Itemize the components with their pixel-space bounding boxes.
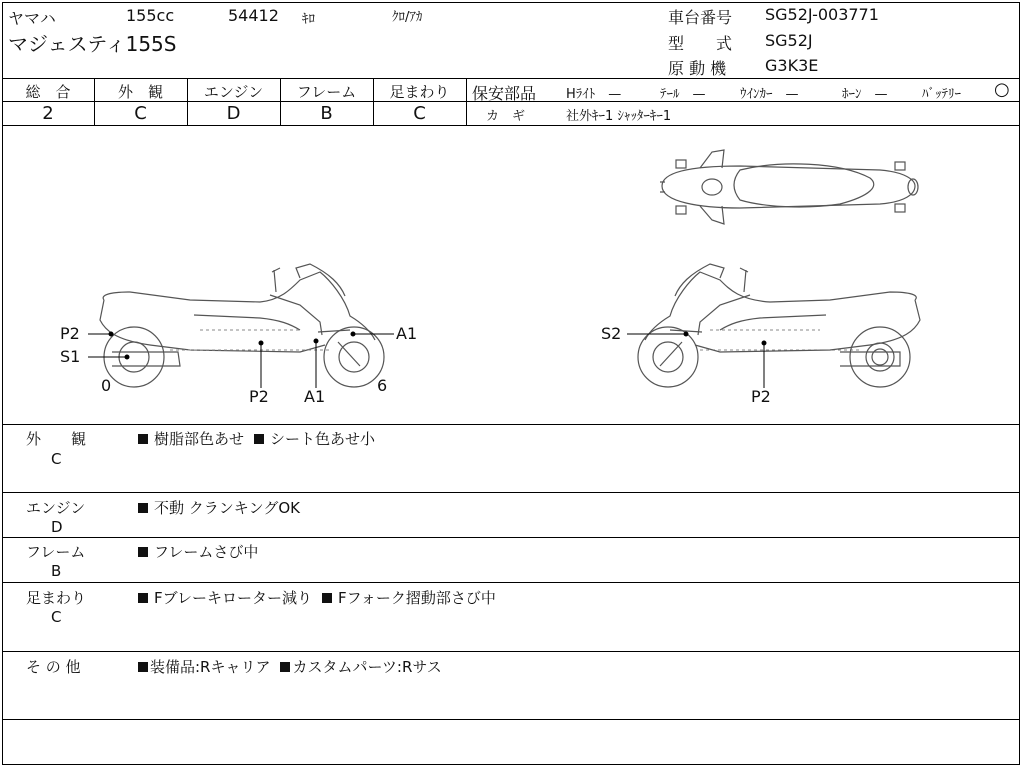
- grade-exterior-value: C: [134, 103, 147, 124]
- safety-headlight: Hﾗｲﾄ —: [566, 87, 622, 102]
- grade-suspension-label: 足まわり: [389, 83, 450, 101]
- engine-label: 原 動 機: [668, 59, 727, 78]
- label-a1-front: A1: [396, 324, 418, 343]
- battery-ok-mark: ○: [994, 79, 1010, 100]
- displacement: 155cc: [126, 6, 175, 25]
- mileage-unit: ｷﾛ: [302, 12, 315, 27]
- frame-no-label: 車台番号: [668, 8, 733, 27]
- remark-frame-grade: B: [51, 562, 62, 580]
- key-value: 社外ｷｰ1 ｼｬｯﾀｰｷｰ1: [566, 109, 672, 124]
- remark-engine-items: 不動 クランキングOK: [138, 497, 310, 518]
- label-six: 6: [377, 376, 388, 395]
- mileage: 54412: [228, 6, 279, 25]
- safety-label: 保安部品: [472, 84, 537, 103]
- label-p2-side: P2: [249, 387, 269, 406]
- remark-frame-items: フレームさび中: [138, 541, 268, 562]
- remark-exterior-category: 外 観: [26, 430, 87, 448]
- remark-engine-category: エンジン: [26, 499, 86, 517]
- remark-other-category: そ の 他: [26, 658, 81, 676]
- motorcycle-left-view: [100, 264, 384, 387]
- label-p2-front: P2: [60, 324, 80, 343]
- engine-code: G3K3E: [765, 56, 819, 75]
- remark-exterior-items: 樹脂部色あせ シート色あせ小: [138, 428, 385, 449]
- model-name: マジェスティ155S: [8, 32, 177, 56]
- label-p2-right: P2: [751, 387, 771, 406]
- grade-total-value: 2: [42, 103, 54, 124]
- remark-suspension-grade: C: [51, 608, 62, 626]
- grade-frame-label: フレーム: [296, 83, 357, 101]
- label-a1-side: A1: [304, 387, 326, 406]
- motorcycle-right-view: [638, 264, 920, 387]
- grade-engine-label: エンジン: [203, 83, 264, 101]
- safety-horn: ﾎｰﾝ —: [842, 87, 888, 102]
- frame-no: SG52J-003771: [765, 5, 879, 24]
- label-zero: 0: [101, 376, 112, 395]
- label-s2: S2: [601, 324, 622, 343]
- remark-engine-grade: D: [51, 518, 63, 536]
- remark-other-items: 装備品:Rキャリア カスタムパーツ:Rサス: [138, 656, 452, 677]
- maker: ヤマハ: [8, 9, 56, 28]
- grade-suspension-value: C: [413, 103, 426, 124]
- remark-suspension-category: 足まわり: [26, 589, 87, 607]
- remark-exterior-grade: C: [51, 450, 62, 468]
- motorcycle-top-view: [660, 150, 918, 224]
- safety-battery: ﾊﾞｯﾃﾘｰ: [922, 87, 961, 102]
- grade-engine-value: D: [226, 103, 241, 124]
- key-label: カ ギ: [486, 109, 526, 124]
- model-code-label: 型 式: [668, 34, 733, 53]
- safety-tail: ﾃｰﾙ —: [660, 87, 706, 102]
- grade-exterior-label: 外 観: [117, 83, 163, 101]
- model-code: SG52J: [765, 31, 813, 50]
- color: ｸﾛ/ｱｶ: [392, 10, 423, 25]
- grade-total-label: 総 合: [25, 83, 71, 101]
- remark-frame-category: フレーム: [26, 543, 86, 561]
- motorcycle-diagram: [0, 125, 1024, 425]
- grade-frame-value: B: [320, 103, 333, 124]
- safety-winker: ｳｲﾝｶｰ —: [740, 87, 799, 102]
- label-s1: S1: [60, 347, 81, 366]
- remark-suspension-items: Fブレーキローター減り Fフォーク摺動部さび中: [138, 587, 506, 608]
